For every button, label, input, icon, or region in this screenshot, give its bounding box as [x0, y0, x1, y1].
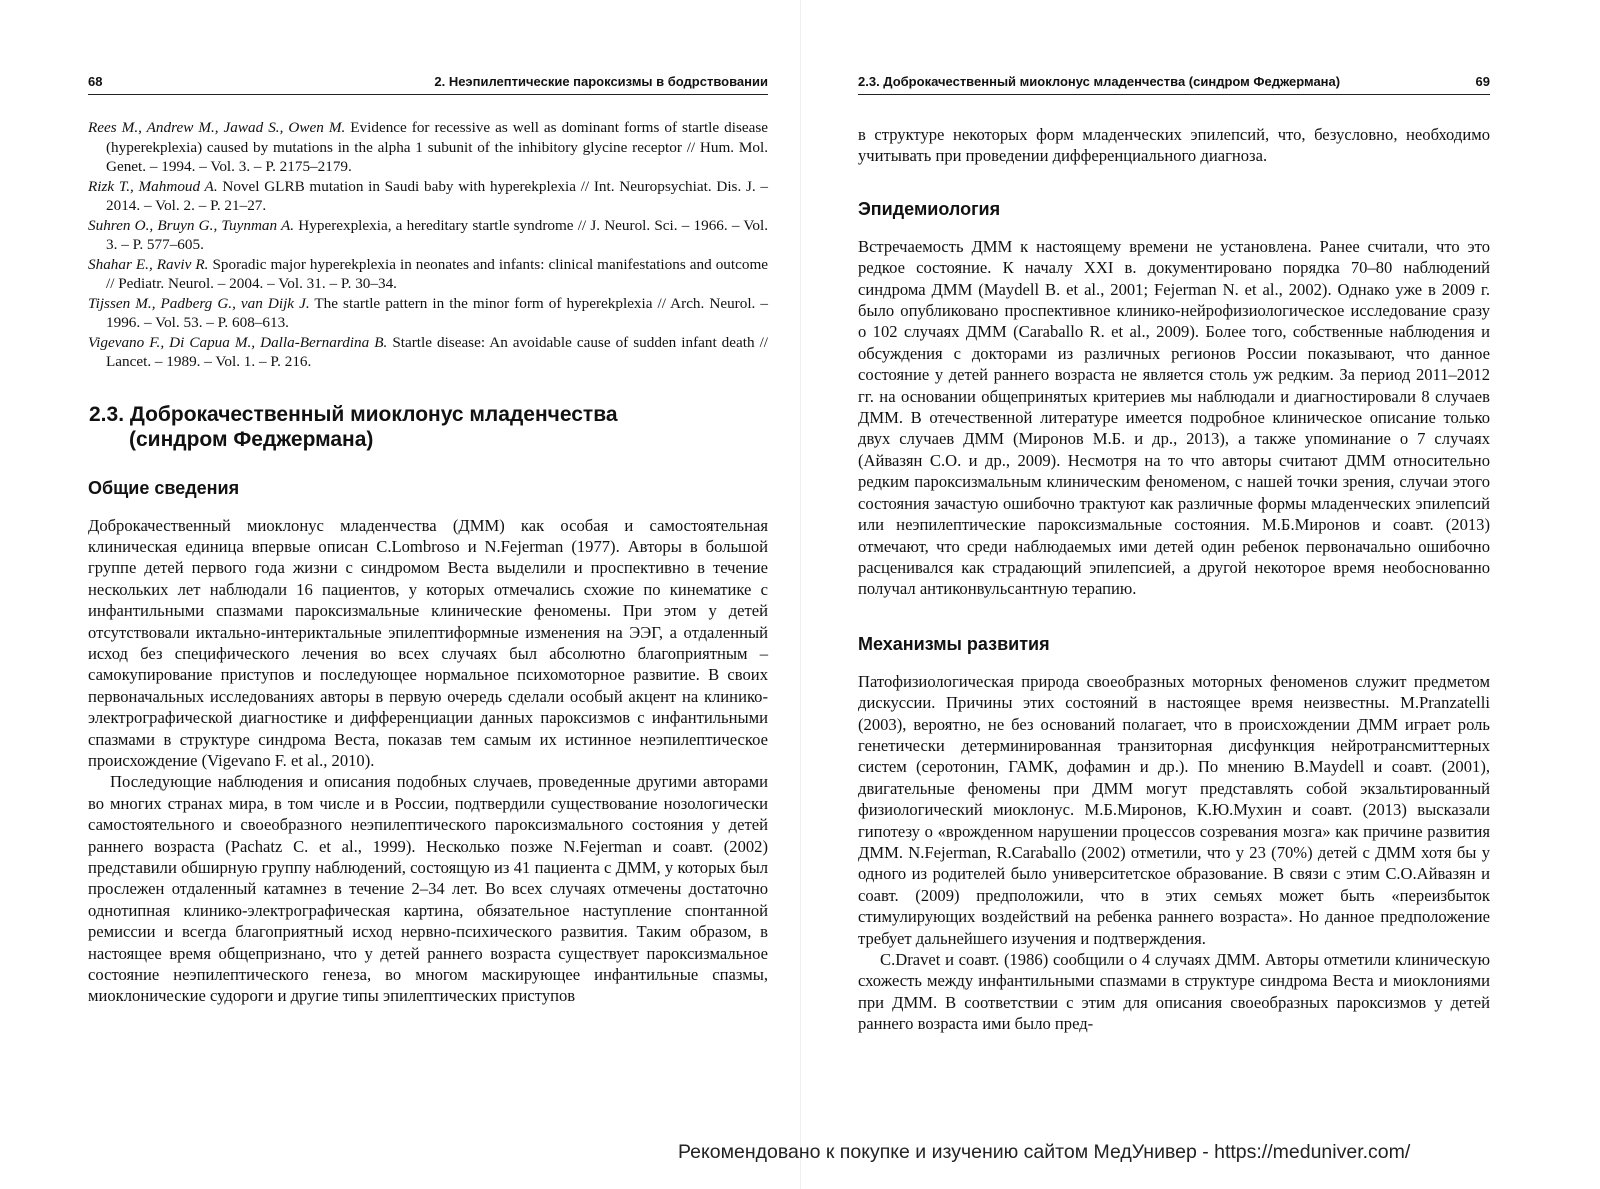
book-spine: [800, 0, 801, 1189]
paragraph: Встречаемость ДММ к настоящему времени не установлена. Ранее считали, что это редкое состояние. К началу XXI в. документировано порядка 70–80 наблюдений синдрома ДММ (Maydell B. et al., 2001; Fejerman N. et al., 2002). Однако уже в 2009 г. было опубликовано проспективное клинико-нейрофизиологическое исследование сразу о 102 случаях ДММ (Caraballo R. et al., 2009). Более того, собственные наблюдения и обсуждения с докторами из различных регионов России показывают, что данное состояние у детей раннего возраста не является столь уж редким. За период 2011–2012 гг. на основании общепринятых критериев мы наблюдали и диагностировали 8 случаев ДММ. В отечественной литературе имеется подробное клиническое описание только двух случаев ДММ (Миронов М.Б. и др., 2013), а также упоминание о 7 случаях (Айвазян С.О. и др., 2009). Несмотря на то что авторы считают ДММ относительно редким пароксизмальным клиническим феноменом, с нашей точки зрения, случаи этого состояния зачастую ошибочно трактуют как различные формы младенческих эпилепсий или неэпилептические пароксизмальные состояния. М.Б.Миронов и соавт. (2013) отмечают, что среди наблюдаемых ими детей один ребенок первоначально ошибочно расценивался как страдающий эпилепсией, а другой некоторое время необоснованно получал антиконвульсантную терапию.: [858, 236, 1490, 599]
running-head-right: [858, 68, 1490, 95]
section-title-line2: (синдром Феджермана): [129, 427, 374, 451]
paragraph: Последующие наблюдения и описания подобных случаев, проведенные другими авторами во многих странах мира, в том числе и в России, подтвердили существование нозологически самостоятельного и своеобразного неэпилептического пароксизмального состояния у детей раннего возраста (Pachatz C. et al., 1999). Несколько позже N.Fejerman и соавт. (2002) представили обширную группу наблюдений, состоящую из 41 пациента с ДММ, у которых был прослежен отдаленный катамнез в течение 2–34 лет. Во всех случаях отмечены достаточно однотипная клинико-электрографическая картина, обязательное наступление спонтанной ремиссии и всегда благоприятный исход нервно-психического развития. Таким образом, в настоящее время общепризнано, что у детей раннего возраста существует пароксизмальное состояние неэпилептического генеза, во многом маскирующее инфантильные спазмы, миоклонические судороги и другие типы эпилептических приступов: [88, 772, 768, 1006]
paragraph: C.Dravet и соавт. (1986) сообщили о 4 случаях ДММ. Авторы отметили клиническую схожесть между инфантильными спазмами в структуре синдрома Веста и миоклониями при ДММ. В соответствии с этим для описания своеобразных пароксизмов у детей раннего возраста ими было пред-: [858, 950, 1490, 1034]
paragraph: Доброкачественный миоклонус младенчества (ДММ) как особая и самостоятельная клиническая единица впервые описан C.Lombroso и N.Fejerman (1977). Авторы в большой группе детей первого года жизни с синдромом Веста выделили и проспективно в течение нескольких лет наблюдали 16 пациентов, у которых отмечались схожие по кинематике с инфантильными спазмами пароксизмальные клинические феномены. При этом у детей отсутствовали иктально-интериктальные эпилептиформные изменения на ЭЭГ, а отдаленный исход без специфического лечения во всех случаях был абсолютно благоприятным – самокупирование приступов и последующее нормальное психомоторное развитие. В своих первоначальных исследованиях авторы в первую очередь сделали особый акцент на клинико-электрографической диагностике и дифференциации данных пароксизмов с инфантильными спазмами в структуре синдрома Веста, показав тем самым их истинное неэпилептическое происхождение (Vigevano F. et al., 2010).: [88, 515, 768, 770]
reference-item: Tijssen M., Padberg G., van Dijk J. The startle pattern in the minor form of hyperekplexia // Arch. Neurol. – 1996. – Vol. 53. – P. 608–613.: [88, 294, 768, 331]
watermark-text: Рекомендовано к покупке и изучению сайтом МедУнивер - https://meduniver.com/: [678, 1141, 1411, 1163]
reference-item: Rizk T., Mahmoud A. Novel GLRB mutation in Saudi baby with hyperekplexia // Int. Neuropsychiat. Dis. J. – 2014. – Vol. 2. – P. 21–27.: [88, 177, 768, 214]
reference-item: Vigevano F., Di Capua M., Dalla-Bernardina B. Startle disease: An avoidable cause of sudden infant death // Lancet. – 1989. – Vol. 1. – P. 216.: [88, 333, 769, 370]
subheading-general: Общие сведения: [88, 477, 240, 498]
left-body-text: [88, 515, 768, 1007]
running-head-left: [88, 68, 768, 95]
right-page-content: [858, 124, 1490, 1035]
left-page-content: [88, 118, 768, 1007]
page-number-right: 69: [1475, 73, 1490, 89]
running-head-title-left: 2. Неэпилептические пароксизмы в бодрствовании: [434, 73, 768, 89]
paragraph-continuation: в структуре некоторых форм младенческих эпилепсий, что, безусловно, необходимо учитывать при проведении дифференциального диагноза.: [858, 125, 1490, 166]
reference-item: Suhren O., Bruyn G., Tuynman A. Hyperexplexia, a hereditary startle syndrome // J. Neurol. Sci. – 1966. – Vol. 3. – P. 577–605.: [88, 216, 768, 253]
subheading-epidemiology: Эпидемиология: [858, 198, 1001, 219]
section-title-line1: 2.3. Доброкачественный миоклонус младенчества: [89, 402, 618, 426]
page-number-left: 68: [88, 73, 103, 89]
paragraph: Патофизиологическая природа своеобразных моторных феноменов служит предметом дискуссии. Причины этих состояний в настоящее время неизвестны. M.Pranzatelli (2003), вероятно, не без оснований полагает, что в происхождении ДММ играет роль генетически детерминированная транзиторная дисфункция нейротрансмиттерных систем (серотонин, ГАМК, дофамин и др.). По мнению B.Maydell и соавт. (2001), двигательные феномены при ДММ могут представлять собой экзальтированный физиологический миоклонус. М.Б.Миронов, К.Ю.Мухин и соавт. (2013) высказали гипотезу о «врожденном нарушении процессов созревания мозга» как причине развития ДММ. N.Fejerman, R.Caraballo (2002) отметили, что у 23 (70%) детей с ДММ хотя бы у одного из родителей было университетское образование. В связи с этим С.О.Айвазян и соавт. (2009) предположили, что в этих семьях может быть «переизбыток стимулирующих воздействий на ребенка раннего возраста». Но данное предположение требует дальнейшего изучения и подтверждения.: [858, 671, 1490, 948]
running-head-title-right: 2.3. Доброкачественный миоклонус младенчества (синдром Феджермана): [858, 73, 1341, 89]
reference-item: Shahar E., Raviv R. Sporadic major hyperekplexia in neonates and infants: clinical manifestations and outcome // Pediatr. Neurol. – 2004. – Vol. 31. – P. 30–34.: [88, 255, 769, 292]
reference-list: [88, 118, 768, 372]
section-title: [88, 402, 768, 452]
reference-item: Rees M., Andrew M., Jawad S., Owen M. Evidence for recessive as well as dominant forms of startle disease (hyperekplexia) caused by mutations in the alpha 1 subunit of the inhibitory glycine receptor // Hum. Mol. Genet. – 1994. – Vol. 3. – P. 2175–2179.: [88, 119, 768, 175]
right-body-text: [858, 124, 1490, 167]
subheading-mechanisms: Механизмы развития: [858, 633, 1050, 654]
